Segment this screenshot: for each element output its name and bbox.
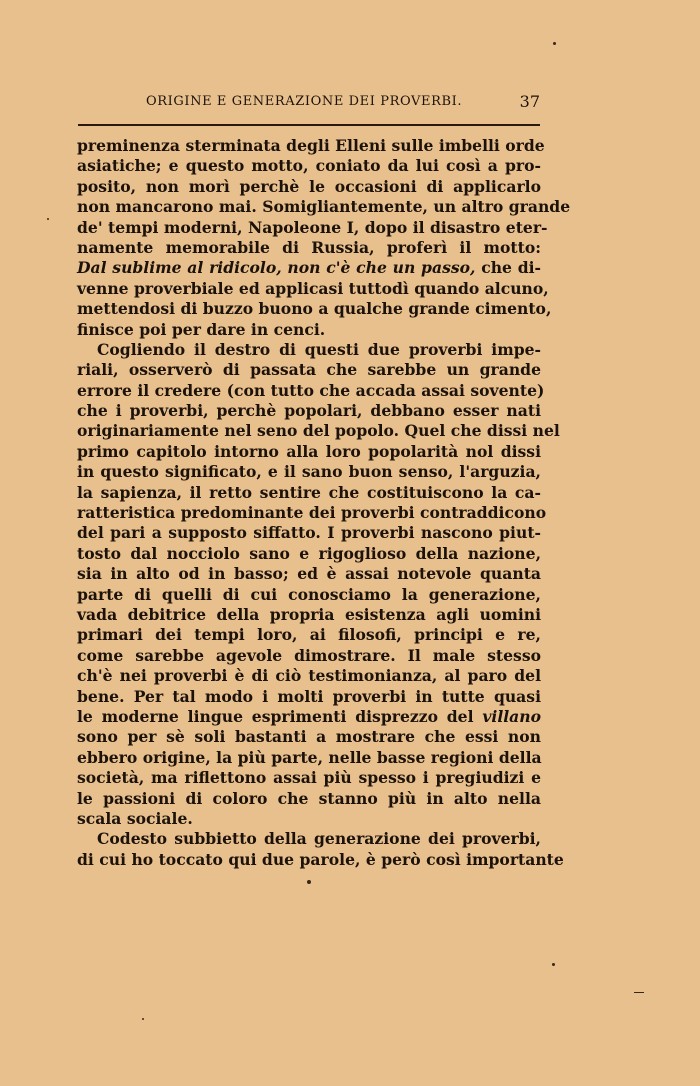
text-line: finisce poi per dare in cenci. xyxy=(77,319,326,339)
ink-speck xyxy=(552,963,555,966)
text-line: Codesto subbietto della generazione dei proverbi, xyxy=(97,829,541,849)
text-line: di cui ho toccato qui due parole, è però così importante xyxy=(77,849,564,869)
text-line: non mancarono mai. Somigliantemente, un altro grande xyxy=(77,197,571,217)
text-line-villano xyxy=(77,707,541,727)
text-line: le passioni di coloro che stanno più in alto nella xyxy=(77,788,541,808)
text-line: ratteristica predominante dei proverbi contraddicono xyxy=(77,503,547,523)
text-line: come sarebbe agevole dimostrare. Il male stesso xyxy=(77,645,541,665)
villano-lead: le moderne lingue esprimenti disprezzo del xyxy=(77,706,474,726)
ink-speck xyxy=(47,218,49,220)
italic-motto: Dal sublime al ridicolo, non c'è che un passo, xyxy=(77,258,476,278)
text-line: primo capitolo intorno alla loro popolarità nol dissi xyxy=(77,441,541,461)
ink-speck xyxy=(307,880,311,884)
ink-speck xyxy=(142,1018,144,1020)
body-text xyxy=(77,136,571,870)
running-head xyxy=(78,92,540,114)
text-line: ebbero origine, la più parte, nelle basse regioni della xyxy=(77,747,542,767)
text-line: vada debitrice della propria esistenza agli uomini xyxy=(77,604,541,624)
text-line: mettendosi di buzzo buono a qualche grande cimento, xyxy=(77,299,552,319)
text-line: parte di quelli di cui conosciamo la generazione, xyxy=(77,584,541,604)
text-line: sono per sè soli bastanti a mostrare che essi non xyxy=(77,727,541,747)
page-number: 37 xyxy=(519,92,540,111)
text-line: errore il credere (con tutto che accada assai sovente) xyxy=(77,380,545,400)
text-line-motto xyxy=(77,258,541,278)
text-line: sia in alto od in basso; ed è assai notevole quanta xyxy=(77,564,541,584)
italic-villano: villano xyxy=(473,706,542,726)
header-rule xyxy=(78,124,540,126)
motto-tail: che di- xyxy=(475,258,541,278)
text-line: riali, osserverò di passata che sarebbe un grande xyxy=(77,360,541,380)
text-line: la sapienza, il retto sentire che costituiscono la ca- xyxy=(77,482,541,502)
text-line: scala sociale. xyxy=(77,808,193,828)
text-line: venne proverbiale ed applicasi tuttodì quando alcuno, xyxy=(77,278,549,298)
text-line: namente memorabile di Russia, proferì il motto: xyxy=(77,237,541,257)
text-line: società, ma riflettono assai più spesso i pregiudizi e xyxy=(77,768,541,788)
text-line: bene. Per tal modo i molti proverbi in tutte quasi xyxy=(77,686,541,706)
text-line: primari dei tempi loro, ai filosofi, principi e re, xyxy=(77,625,541,645)
text-line: in questo significato, e il sano buon senso, l'arguzia, xyxy=(77,462,541,482)
ink-mark xyxy=(634,992,644,993)
ink-speck xyxy=(553,42,556,45)
text-line: del pari a supposto siffatto. I proverbi nascono piut- xyxy=(77,523,541,543)
text-line: tosto dal nocciolo sano e rigoglioso della nazione, xyxy=(77,543,541,563)
text-line: Cogliendo il destro di questi due proverbi impe- xyxy=(97,339,541,359)
text-line: originariamente nel seno del popolo. Quel che dissi nel xyxy=(77,421,560,441)
text-line: asiatiche; e questo motto, coniato da lui così a pro- xyxy=(77,156,541,176)
text-line: che i proverbi, perchè popolari, debbano esser nati xyxy=(77,401,541,421)
running-title: ORIGINE E GENERAZIONE DEI PROVERBI. xyxy=(146,94,463,109)
text-line: preminenza sterminata degli Elleni sulle imbelli orde xyxy=(77,136,545,155)
text-line: ch'è nei proverbi è di ciò testimonianza, al paro del xyxy=(77,666,541,686)
text-line: de' tempi moderni, Napoleone I, dopo il disastro eter- xyxy=(77,217,548,237)
text-line: posito, non morì perchè le occasioni di applicarlo xyxy=(77,176,541,196)
